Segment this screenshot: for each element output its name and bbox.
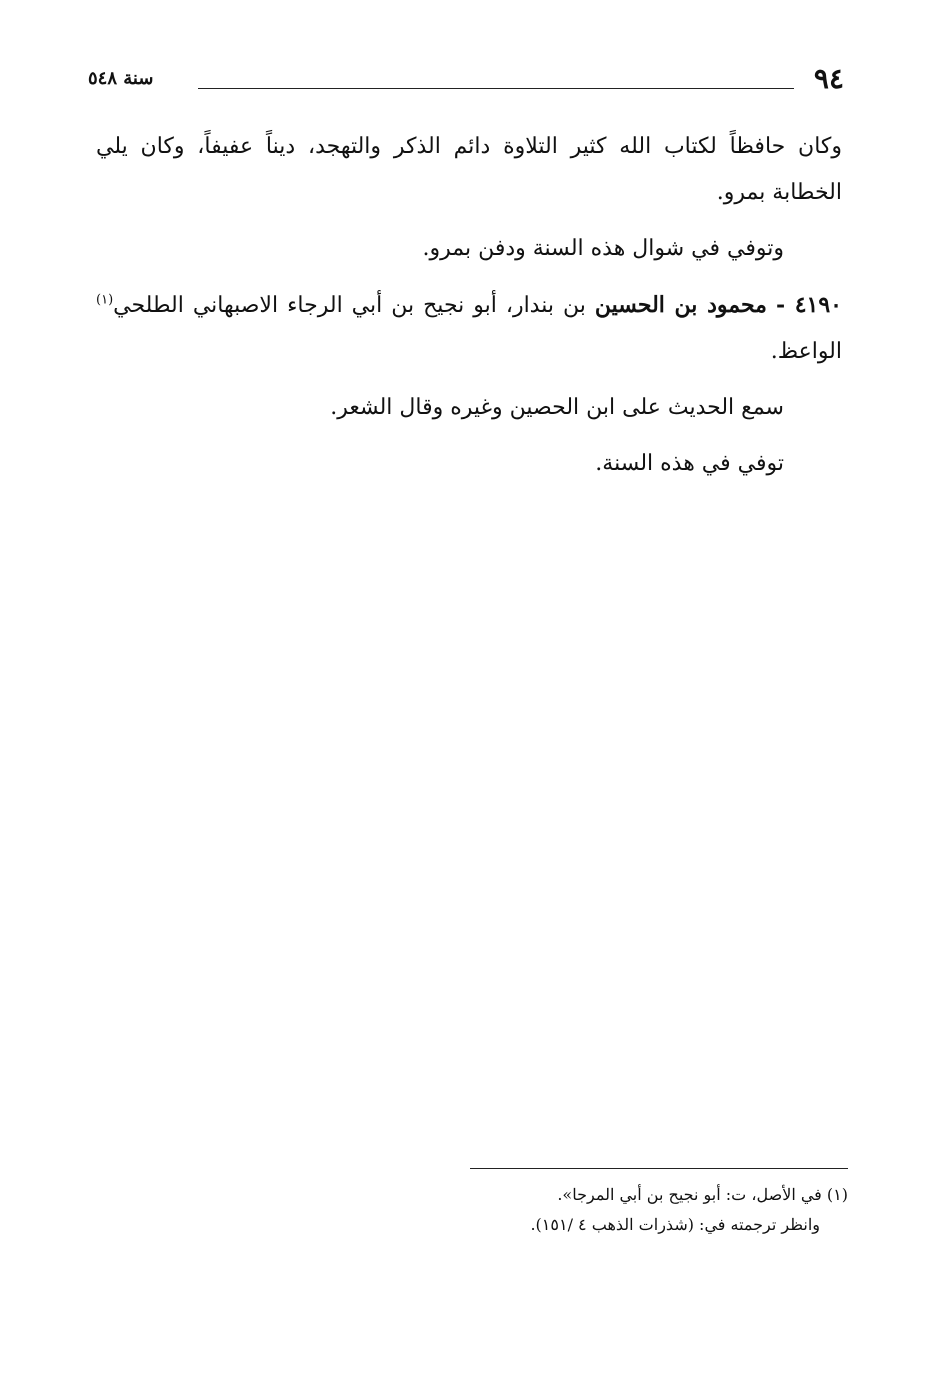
entry-lineage: بن بندار، أبو نجيح بن أبي الرجاء الاصبهاني الطلحي [113,293,586,318]
paragraph-biography: وكان حافظاً لكتاب الله كثير التلاوة دائم الذكر والتهجد، ديناً عفيفاً، وكان يلي الخطابة بمرو. [96,134,842,205]
footnote-1: (١) في الأصل، ت: أبو نجيح بن أبي المرجا». [557,1185,848,1204]
main-text [96,124,842,497]
page-number: ٩٤ [813,62,844,95]
footnote-rule [470,1168,848,1169]
page-header [88,62,844,96]
paragraph-death: وتوفي في شوال هذه السنة ودفن بمرو. [422,236,784,261]
running-head: سنة ٥٤٨ [88,68,154,89]
entry-number: ٤١٩٠ - [775,292,842,318]
footnote-reference[interactable]: (١) [96,292,114,308]
entry-name: محمود بن الحسين [594,292,767,318]
header-rule [198,88,794,89]
footnotes [300,1180,848,1240]
paragraph-died: توفي في هذه السنة. [595,451,784,476]
paragraph-hearing: سمع الحديث على ابن الحصين وغيره وقال الشعر. [330,395,784,420]
footnote-2: وانظر ترجمته في: (شذرات الذهب ٤ /١٥١). [530,1215,820,1234]
entry-paragraph [96,282,842,375]
entry-title: الواعظ. [770,339,842,364]
